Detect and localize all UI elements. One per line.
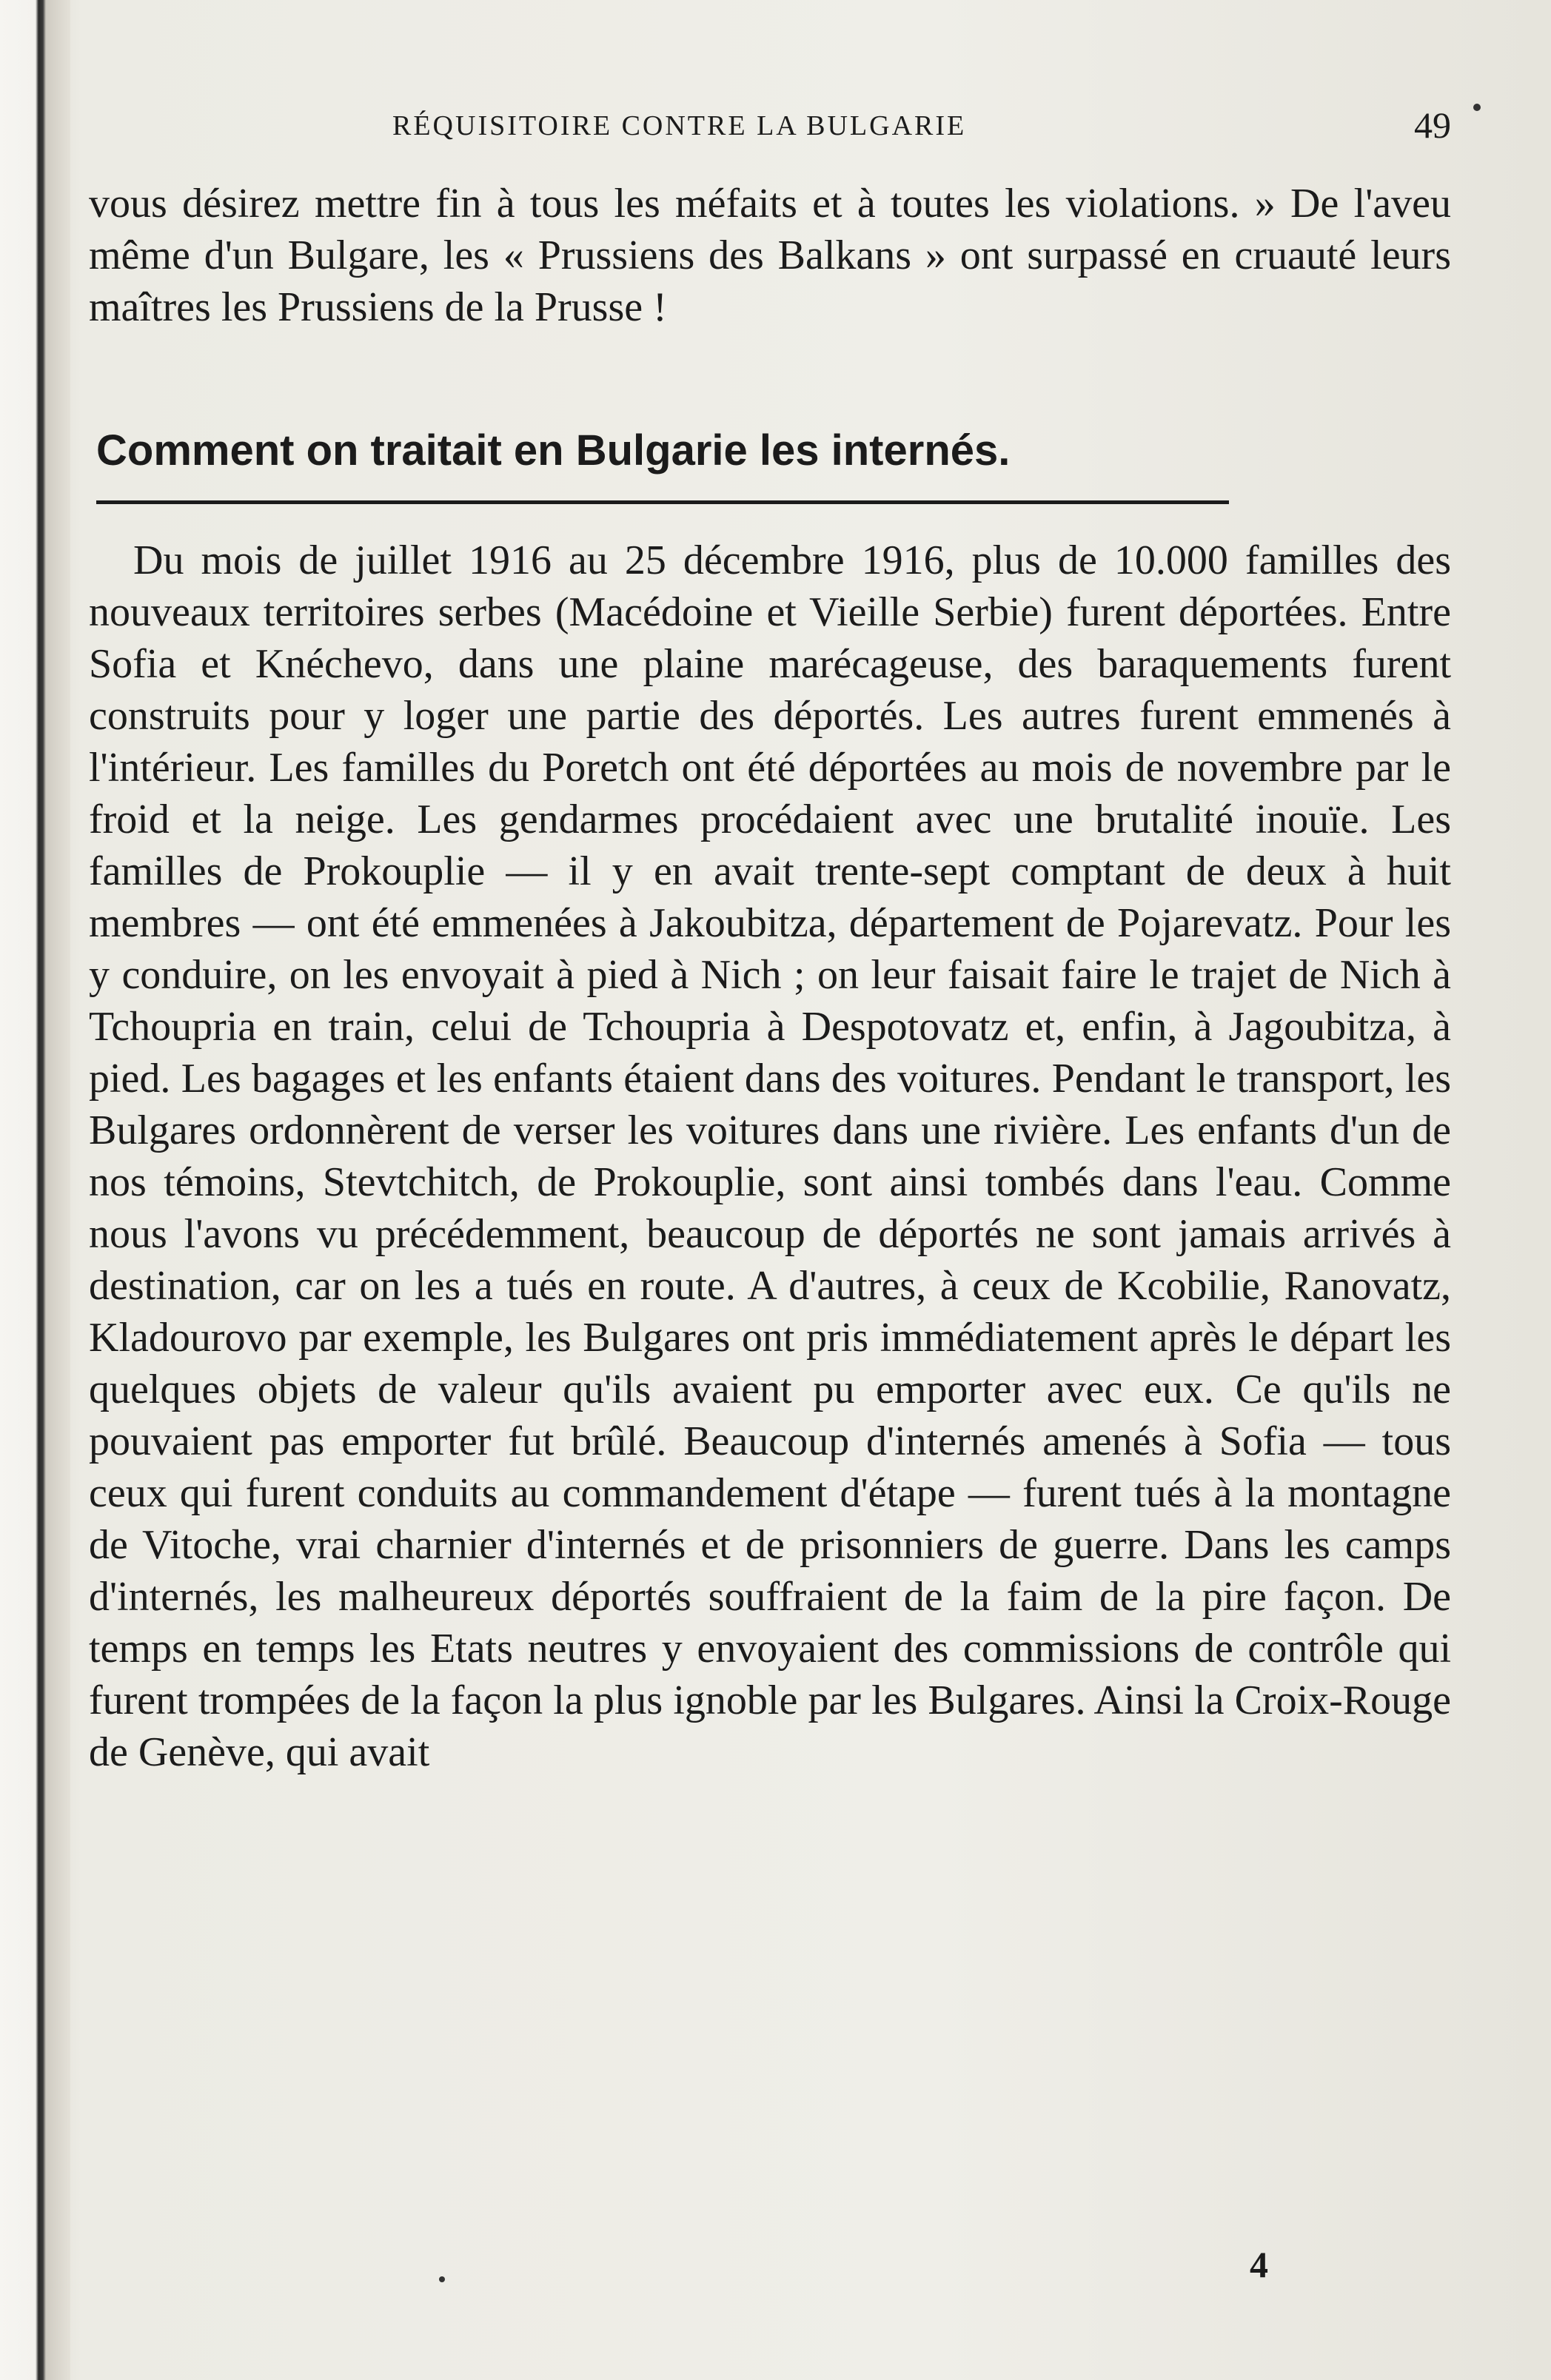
ink-speck	[1473, 104, 1481, 111]
section-body: Du mois de juillet 1916 au 25 décembre 1916, plus de 10.000 familles des nouveaux territoires serbes (Macédoine et Vieille Serbie) furent déportées. Entre Sofia et Knéchevo, dans une plaine marécageuse, des baraquements furent construits pour y loger une partie des déportés. Les autres furent emmenés à l'intérieur. Les familles du Poretch ont été déportées au mois de novembre par le froid et la neige. Les gendarmes procédaient avec une brutalité inouïe. Les familles de Prokouplie — il y en avait trente-sept comptant de deux à huit membres — ont été emmenées à Jakoubitza, département de Pojarevatz. Pour les y conduire, on les envoyait à pied à Nich ; on leur faisait faire le trajet de Nich à Tchoupria en train, celui de Tchoupria à Despotovatz et, enfin, à Jagoubitza, à pied. Les bagages et les enfants étaient dans des voitures. Pendant le transport, les Bulgares ordonnèrent de verser les voitures dans une rivière. Les enfants d'un de nos témoins, Stevtchitch, de Prokouplie, sont ainsi tombés dans l'eau. Comme nous l'avons vu précédemment, beaucoup de déportés ne sont jamais arrivés à destination, car on les a tués en route. A d'autres, à ceux de Kcobilie, Ranovatz, Kladourovo par exemple, les Bulgares ont pris immédiatement après le départ les quelques objets de valeur qu'ils avaient pu emporter avec eux. Ce qu'ils ne pouvaient pas emporter fut brûlé. Beaucoup d'internés amenés à Sofia — tous ceux qui furent conduits au commandement d'étape — furent tués à la montagne de Vitoche, vrai charnier d'internés et de prisonniers de guerre. Dans les camps d'internés, les malheureux déportés souffraient de la faim de la pire façon. De temps en temps les Etats neutres y envoyaient des commissions de contrôle qui furent trompées de la façon la plus ignoble par les Bulgares. Ainsi la Croix-Rouge de Genève, qui avait	[89, 537, 1451, 1775]
intro-paragraph: vous désirez mettre fin à tous les méfaits et à toutes les violations. » De l'aveu même d'un Bulgare, les « Prussiens des Balkans » ont surpassé en cruauté leurs maîtres les Prussiens de la Prusse !	[89, 181, 1451, 330]
title-underline	[96, 500, 1229, 504]
page-header	[392, 104, 1451, 163]
ink-speck	[439, 2276, 445, 2282]
book-binding	[0, 0, 70, 2380]
running-title: RÉQUISITOIRE CONTRE LA BULGARIE	[392, 110, 967, 141]
page-number: 49	[1414, 104, 1451, 146]
signature-mark: 4	[1250, 2244, 1268, 2285]
section-title: Comment on traitait en Bulgarie les internés.	[96, 426, 1011, 475]
